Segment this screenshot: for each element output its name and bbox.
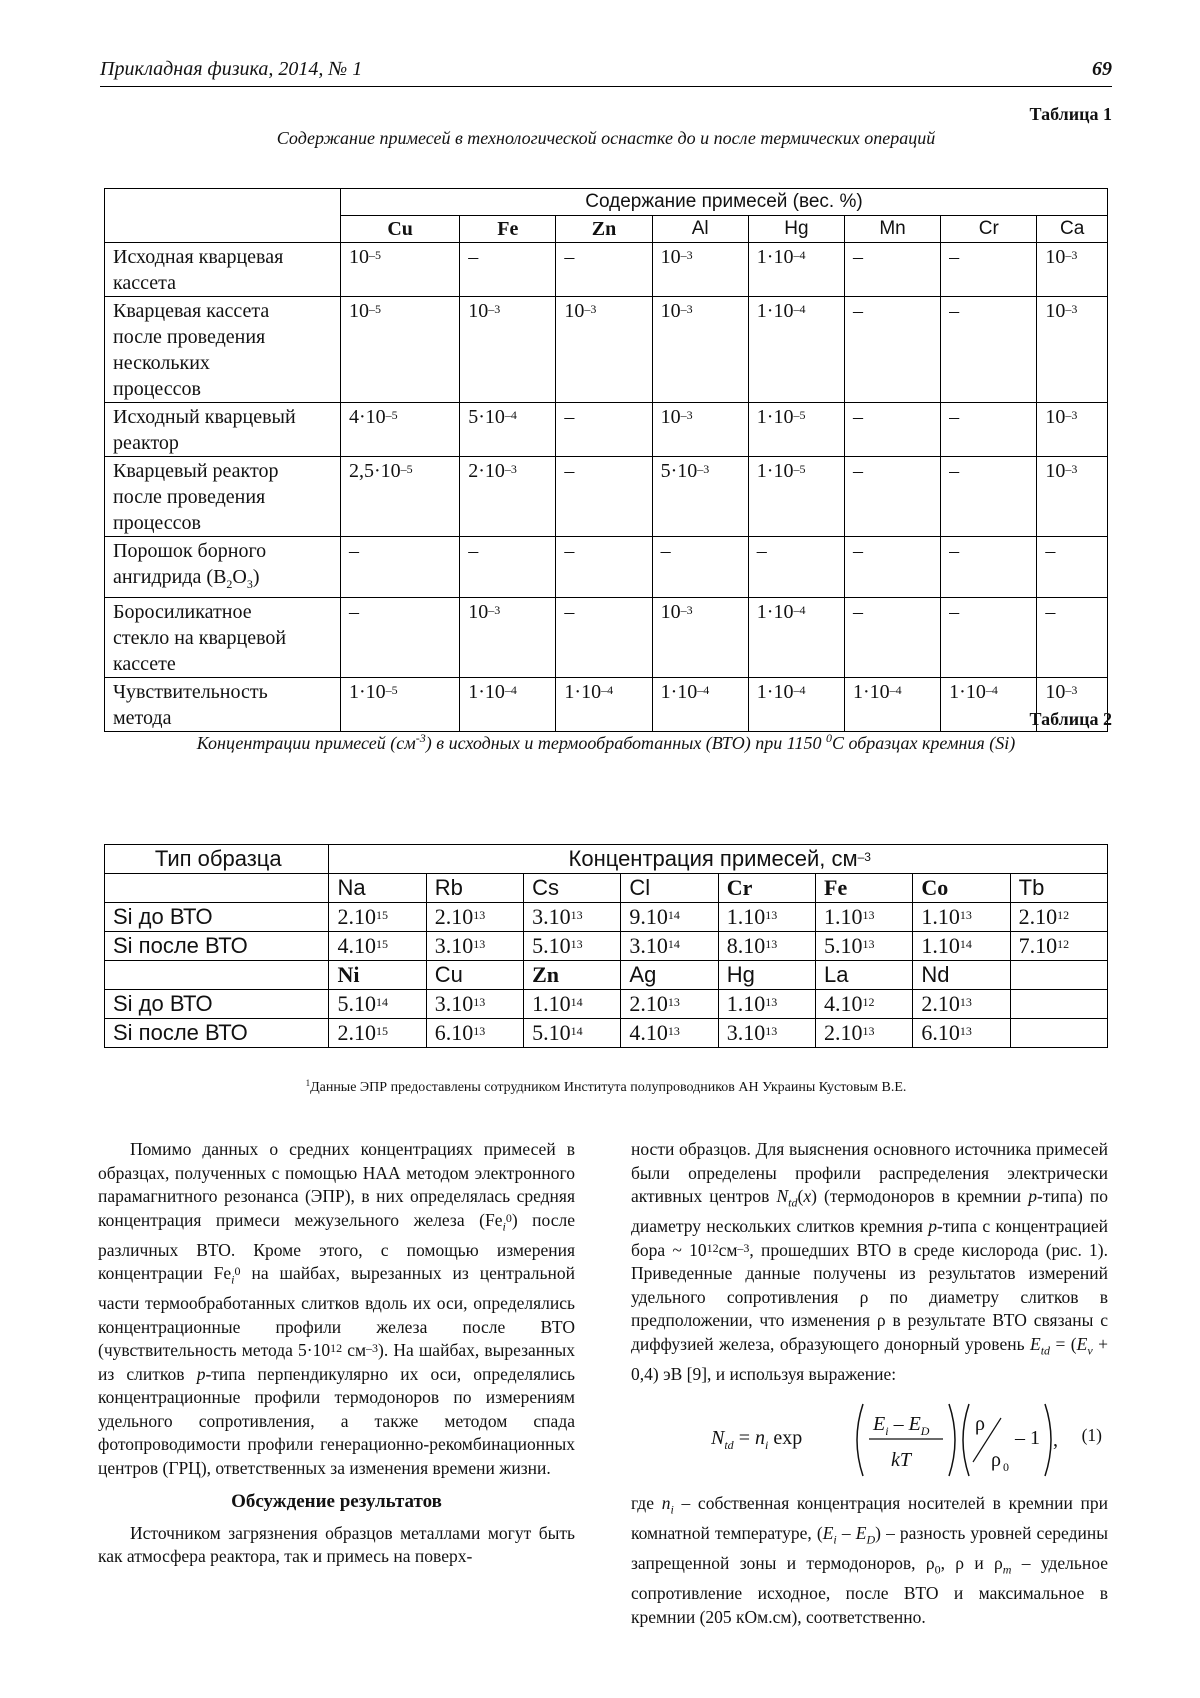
row-label-line: кассета <box>113 272 177 294</box>
table1-column-header: Fe <box>460 216 556 243</box>
table-cell: $1\cdot 10^{-4}$ <box>556 678 652 732</box>
table-cell: $1\cdot 10^{-4}$ <box>941 678 1037 732</box>
table-cell: 6.10$^{13}$ <box>913 1019 1010 1048</box>
element-column-header: Zn <box>524 961 621 990</box>
paragraph: Источником загрязнения образцов металлами могут быть как атмосфера реактора, так и примесь на поверх- <box>98 1522 575 1566</box>
table2-label: Таблица 2 <box>1029 709 1112 729</box>
table-cell: 2.10$^{15}$ <box>329 1019 426 1048</box>
table-cell: $10^{-5}$ <box>341 297 460 403</box>
element-column-header: Rb <box>426 874 523 903</box>
table1-column-header: Al <box>652 216 748 243</box>
table-cell: $4\cdot 10^{-5}$ <box>341 403 460 457</box>
table-cell: 3.10$^{14}$ <box>621 932 718 961</box>
element-header-row <box>105 874 1108 903</box>
row-label-line: Чувствительность <box>113 681 268 703</box>
table-row <box>105 1019 1108 1048</box>
table-cell: $10^{-3}$ <box>1037 457 1108 537</box>
table-cell: $10^{-3}$ <box>1037 678 1108 732</box>
table-cell: 4.10$^{12}$ <box>816 990 913 1019</box>
table-cell: 1.10$^{13}$ <box>718 903 815 932</box>
table-cell: – <box>941 243 1037 297</box>
element-column-header: Cl <box>621 874 718 903</box>
table-cell: $1\cdot 10^{-4}$ <box>748 243 844 297</box>
table-cell: 1.10$^{13}$ <box>913 903 1010 932</box>
table-cell: $1\cdot 10^{-5}$ <box>748 457 844 537</box>
table-cell: 4.10$^{15}$ <box>329 932 426 961</box>
table-cell: – <box>1037 537 1108 598</box>
element-column-header: Cs <box>524 874 621 903</box>
table-cell: 1.10$^{13}$ <box>718 990 815 1019</box>
table-cell: $1\cdot 10^{-4}$ <box>460 678 556 732</box>
table1-column-header: Cr <box>941 216 1037 243</box>
element-column-header: Fe <box>816 874 913 903</box>
table-row <box>105 457 1108 537</box>
table1-group-header: Содержание примесей (вес. %) <box>341 189 1108 216</box>
paragraph: ности образцов. Для выяснения основного источника примесей были определены профили распределения электрически активных центров $N_{td}(x)$ (термодоноров в кремнии p-типа) по диаметру нескольких слитков кремния p-типа с концентрацией бора ~ $10^{12}см^{-3}$, прошедших ВТО в среде кислорода (рис. 1). Приведенные данные получены из результатов измерений удельного сопротивления ρ по диаметру слитков в предположении, что изменения ρ в результате ВТО связаны с диффузией железа, образующего донорный уровень $E_{td} = (E_v + 0,4)$ эВ [9], и используя выражение: <box>631 1139 1108 1384</box>
sample-type-label: Si после ВТО <box>105 932 329 961</box>
row-label-line: Исходный кварцевый <box>113 406 296 428</box>
table-cell: 3.10$^{13}$ <box>426 990 523 1019</box>
table-cell: – <box>844 537 940 598</box>
row-label-line: Боросиликатное <box>113 601 252 623</box>
table-cell: 7.10$^{12}$ <box>1010 932 1107 961</box>
table-cell: $1\cdot 10^{-4}$ <box>748 598 844 678</box>
table-cell: 1.10$^{14}$ <box>524 990 621 1019</box>
sample-type-label: Si после ВТО <box>105 1019 329 1048</box>
equation-number: (1) <box>1081 1425 1102 1445</box>
table-cell: – <box>460 243 556 297</box>
table-cell: – <box>844 457 940 537</box>
table-cell: – <box>556 457 652 537</box>
element-header-row <box>105 961 1108 990</box>
table1-corner-cell <box>105 189 341 243</box>
row-label-line: стекло на кварцевой <box>113 627 287 649</box>
table1-label: Таблица 1 <box>1029 104 1112 124</box>
table-cell: – <box>556 403 652 457</box>
table-cell: – <box>556 598 652 678</box>
row-label-line: Кварцевая кассета <box>113 300 270 322</box>
table-row <box>105 403 1108 457</box>
element-column-header: Co <box>913 874 1010 903</box>
table-row <box>105 903 1108 932</box>
table-cell: 5.10$^{14}$ <box>524 1019 621 1048</box>
table-cell: 2.10$^{13}$ <box>621 990 718 1019</box>
table-cell: – <box>941 537 1037 598</box>
row-label <box>105 243 341 297</box>
table-cell: – <box>460 537 556 598</box>
row-label-line: процессов <box>113 512 201 534</box>
table-cell: 3.10$^{13}$ <box>524 903 621 932</box>
table2-caption: Концентрации примесей $(см^{-3})$ в исходных и термообработанных (ВТО) при 1150 $^0$С образцах кремния (Si) <box>196 731 1016 753</box>
sample-type-label: Si до ВТО <box>105 903 329 932</box>
table-cell: – <box>341 598 460 678</box>
table-cell: 9.10$^{14}$ <box>621 903 718 932</box>
table-cell: $10^{-3}$ <box>556 297 652 403</box>
row-label <box>105 297 341 403</box>
impurity-content-table <box>104 188 1108 732</box>
table-cell: 3.10$^{13}$ <box>718 1019 815 1048</box>
row-label-line: процессов <box>113 378 201 400</box>
table-cell: 3.10$^{13}$ <box>426 932 523 961</box>
running-header <box>100 54 1112 87</box>
table-cell: – <box>844 403 940 457</box>
table-cell: – <box>941 297 1037 403</box>
element-column-header: Ni <box>329 961 426 990</box>
table-cell: 2.10$^{13}$ <box>913 990 1010 1019</box>
element-column-header: Nd <box>913 961 1010 990</box>
element-column-header: La <box>816 961 913 990</box>
row-label <box>105 403 341 457</box>
table-cell: 5.10$^{13}$ <box>524 932 621 961</box>
table-row <box>105 990 1108 1019</box>
impurity-concentration-table <box>104 844 1108 1048</box>
table1-caption: Содержание примесей в технологической оснастке до и после термических операций <box>276 128 936 148</box>
row-label-line: ангидрида $(B_2O_3)$ <box>113 566 260 591</box>
svg-text:ρ: ρ <box>975 1413 985 1435</box>
table-cell: 5.10$^{14}$ <box>329 990 426 1019</box>
table-cell: $10^{-3}$ <box>1037 403 1108 457</box>
row-label-line: после проведения <box>113 486 266 508</box>
element-column-header: Tb <box>1010 874 1107 903</box>
svg-text:,: , <box>1053 1429 1058 1451</box>
table-cell <box>1010 990 1107 1019</box>
table-cell: $10^{-3}$ <box>652 243 748 297</box>
table-cell: – <box>941 598 1037 678</box>
row-label <box>105 457 341 537</box>
table-cell: $1\cdot 10^{-4}$ <box>844 678 940 732</box>
table-cell: 5.10$^{13}$ <box>816 932 913 961</box>
equation-1 <box>631 1390 1108 1486</box>
table-cell: $1\cdot 10^{-4}$ <box>748 297 844 403</box>
table-cell: $5\cdot 10^{-4}$ <box>460 403 556 457</box>
journal-title: Прикладная физика, 2014, № 1 <box>100 58 363 80</box>
table2-type-header: Тип образца <box>105 845 329 874</box>
table-row <box>105 537 1108 598</box>
row-label <box>105 598 341 678</box>
element-column-header: Cr <box>718 874 815 903</box>
table1-column-header: Zn <box>556 216 652 243</box>
left-column <box>98 1138 575 1569</box>
row-label-line: после проведения <box>113 326 266 348</box>
table-cell: $1\cdot 10^{-4}$ <box>652 678 748 732</box>
table-row <box>105 678 1108 732</box>
table-cell: – <box>941 403 1037 457</box>
paragraph: Помимо данных о средних концентрациях примесей в образцах, полученных с помощью НАА методом электронного парамагнитного резонанса (ЭПР), в них определялась средняя концентрация примеси межузельного железа $(Fe_i^0)$ после различных ВТО. Кроме этого, с помощью измерения концентрации $Fe_i^0$ на шайбах, вырезанных из центральной части термообработанных слитков вдоль их оси, определялись концентрационные профили железа после ВТО (чувствительность метода $5\cdot 10^{12}$ $см^{-3}$). На шайбах, вырезанных из слитков p-типа перпендикулярно их оси, определялись концентрационные профили термодоноров по измерениям удельного сопротивления, а также методом спада фотопроводимости профили генерационно-рекомбинационных центров (ГРЦ), ответственных за изменения времени жизни. <box>98 1139 576 1478</box>
table-cell: $2\cdot 10^{-3}$ <box>460 457 556 537</box>
row-label <box>105 678 341 732</box>
table-cell: $10^{-3}$ <box>1037 297 1108 403</box>
paragraph: где $n_i$ – собственная концентрация носителей в кремнии при комнатной температуре, $(E_i - E_D)$ – разность уровней середины запрещенной зоны и термодоноров, $\rho_0$, ρ и $\rho_m$ – удельное сопротивление исходное, после ВТО и максимальное в кремнии (205 кОм.см), соответственно. <box>631 1493 1109 1627</box>
table-cell: $10^{-3}$ <box>460 297 556 403</box>
table-cell: $10^{-3}$ <box>652 598 748 678</box>
svg-text:Ei – ED: $E_i - E_D$ <box>873 1413 930 1438</box>
svg-text:– 1: – 1 <box>1015 1427 1040 1449</box>
table-row <box>105 932 1108 961</box>
table1-column-header: Ca <box>1037 216 1108 243</box>
empty-cell <box>105 961 329 990</box>
svg-text:ρ: ρ <box>991 1449 1001 1471</box>
table1-column-header: Hg <box>748 216 844 243</box>
table-cell: 1.10$^{13}$ <box>816 903 913 932</box>
table-cell: 2.10$^{15}$ <box>329 903 426 932</box>
table-cell: $10^{-3}$ <box>652 403 748 457</box>
table-cell: $1\cdot 10^{-5}$ <box>341 678 460 732</box>
element-column-header: Na <box>329 874 426 903</box>
table1-column-header: Mn <box>844 216 940 243</box>
row-label-line: Кварцевый реактор <box>113 460 279 482</box>
element-column-header: Hg <box>718 961 815 990</box>
table-cell: – <box>341 537 460 598</box>
row-label-line: метода <box>113 707 172 729</box>
table-cell: $10^{-5}$ <box>341 243 460 297</box>
row-label-line: реактор <box>113 432 179 454</box>
table-cell: 4.10$^{13}$ <box>621 1019 718 1048</box>
svg-text:kT: kT <box>891 1449 911 1471</box>
table-row <box>105 297 1108 403</box>
page-number: 69 <box>1092 58 1112 80</box>
svg-text:Ntd = ni exp: $N_{td} = n_i$ exp <box>711 1427 803 1452</box>
table-cell: $1\cdot 10^{-4}$ <box>748 678 844 732</box>
empty-cell <box>105 874 329 903</box>
section-title: Обсуждение результатов <box>231 1491 442 1512</box>
table-cell: 2.10$^{13}$ <box>426 903 523 932</box>
table-cell: $10^{-3}$ <box>1037 243 1108 297</box>
table-cell: $10^{-3}$ <box>460 598 556 678</box>
table-cell: – <box>652 537 748 598</box>
table-cell: $10^{-3}$ <box>652 297 748 403</box>
svg-text:0: 0 <box>1003 1460 1009 1474</box>
row-label-line: Порошок борного <box>113 540 267 562</box>
table-cell: 2.10$^{12}$ <box>1010 903 1107 932</box>
table-cell: – <box>556 243 652 297</box>
equation-formula <box>711 1390 1071 1486</box>
element-column-header: Cu <box>426 961 523 990</box>
row-label-line: нескольких <box>113 352 210 374</box>
table-cell: 2.10$^{13}$ <box>816 1019 913 1048</box>
table-cell: – <box>844 297 940 403</box>
table-cell <box>1010 1019 1107 1048</box>
table-cell: – <box>941 457 1037 537</box>
table-cell: 6.10$^{13}$ <box>426 1019 523 1048</box>
table-cell: – <box>556 537 652 598</box>
row-label-line: кассете <box>113 653 176 675</box>
table-cell: $5\cdot 10^{-3}$ <box>652 457 748 537</box>
table-cell: – <box>844 598 940 678</box>
right-column <box>631 1138 1108 1629</box>
element-column-header <box>1010 961 1107 990</box>
table-row <box>105 598 1108 678</box>
table-cell: 1.10$^{14}$ <box>913 932 1010 961</box>
table-cell: 8.10$^{13}$ <box>718 932 815 961</box>
table-cell: – <box>748 537 844 598</box>
element-column-header: Ag <box>621 961 718 990</box>
table1-column-header: Cu <box>341 216 460 243</box>
table-cell: $2,5\cdot 10^{-5}$ <box>341 457 460 537</box>
sample-type-label: Si до ВТО <box>105 990 329 1019</box>
table-cell: $1\cdot 10^{-5}$ <box>748 403 844 457</box>
row-label-line: Исходная кварцевая <box>113 246 284 268</box>
table2-group-header: Концентрация примесей, $см^{-3}$ <box>329 845 1108 874</box>
table-row <box>105 243 1108 297</box>
row-label <box>105 537 341 598</box>
table-cell: – <box>1037 598 1108 678</box>
footnote: $^1$Данные ЭПР предоставлены сотрудником Института полупроводников АН Украины Кустовым В.Е. <box>305 1078 907 1095</box>
table-cell: – <box>844 243 940 297</box>
